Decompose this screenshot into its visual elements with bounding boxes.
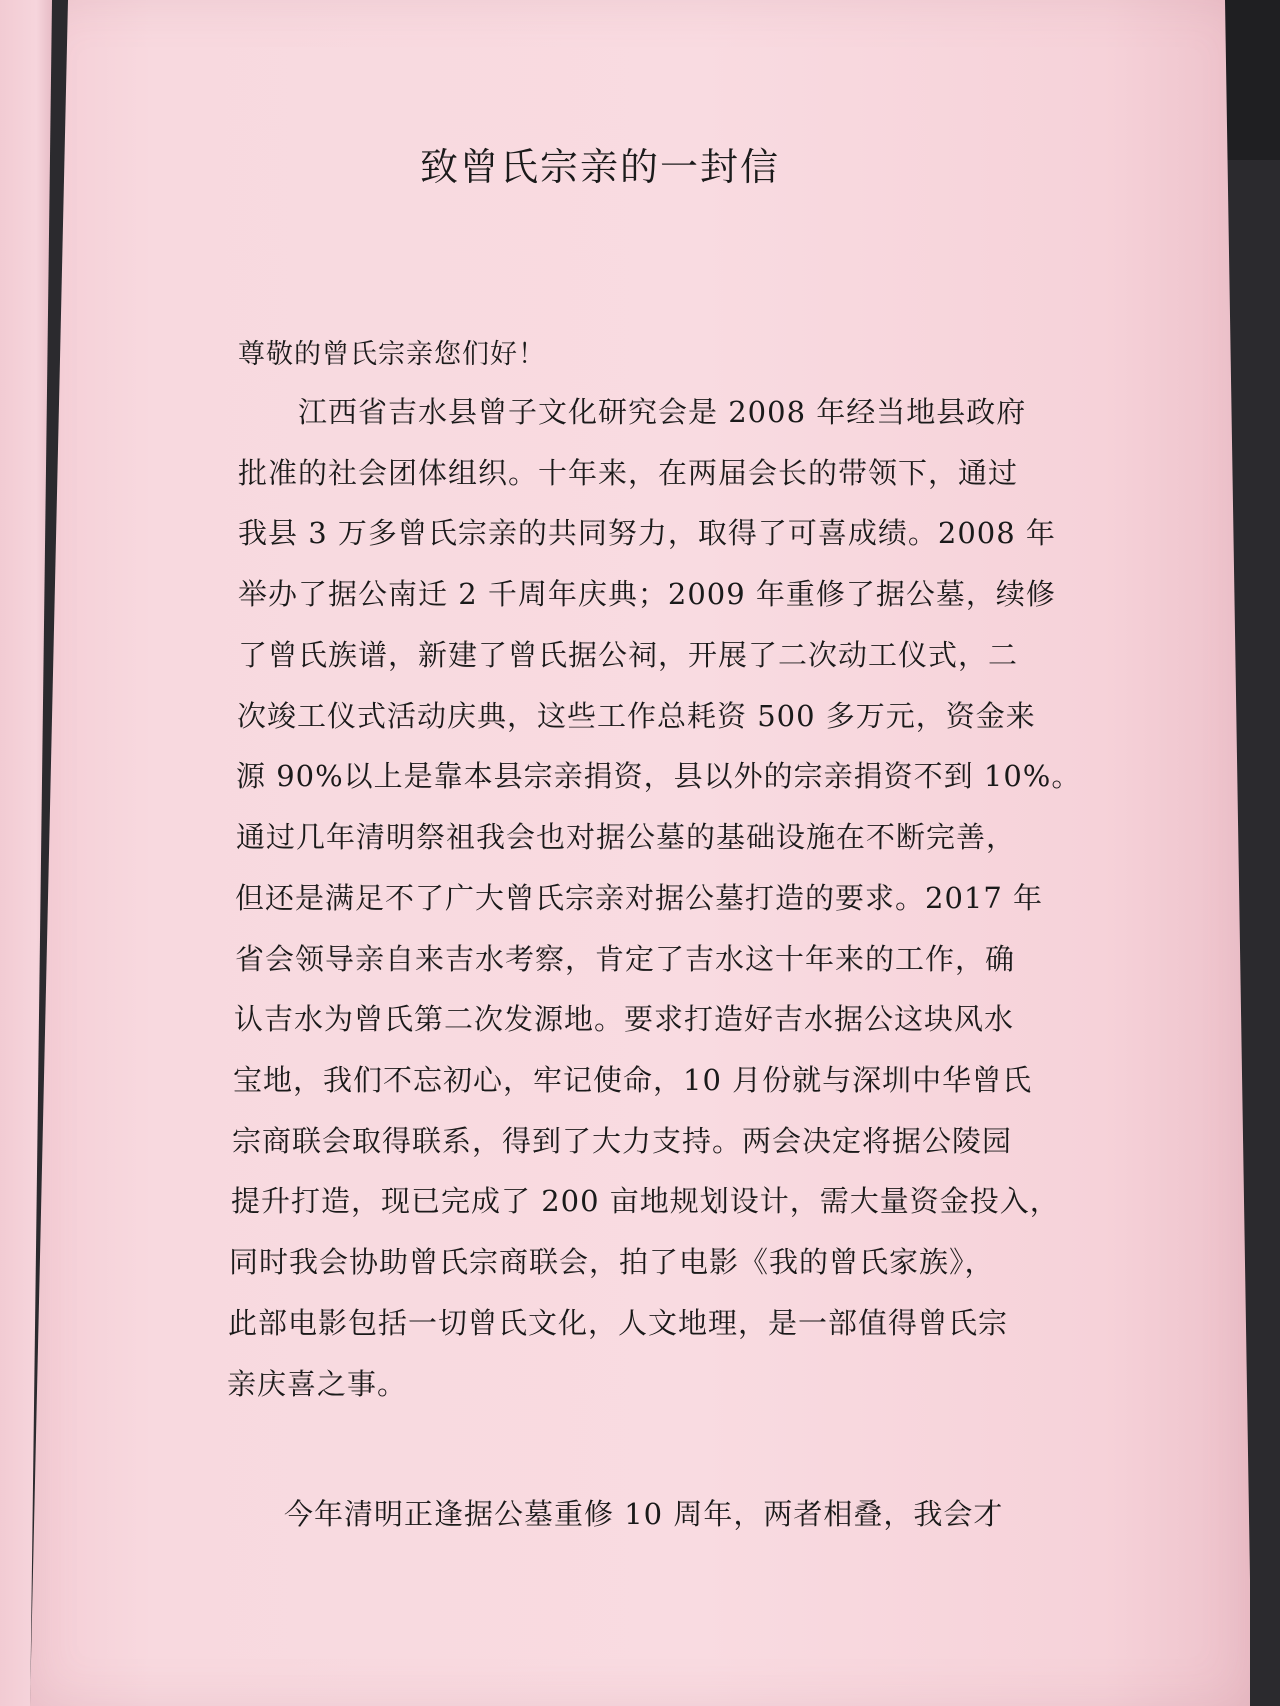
body-line: 了曾氏族谱，新建了曾氏据公祠，开展了二次动工仪式，二 <box>238 638 1019 672</box>
body-line: 提升打造，现已完成了 200 亩地规划设计，需大量资金投入， <box>231 1184 1060 1218</box>
body-line: 今年清明正逢据公墓重修 10 周年，两者相叠，我会才 <box>284 1497 1004 1531</box>
body-line: 亲庆喜之事。 <box>227 1367 408 1401</box>
body-line: 批准的社会团体组织。十年来，在两届会长的带领下，通过 <box>238 456 1019 490</box>
body-line: 但还是满足不了广大曾氏宗亲对据公墓打造的要求。2017 年 <box>235 881 1044 915</box>
body-line: 江西省吉水县曾子文化研究会是 2008 年经当地县政府 <box>298 395 1027 429</box>
body-line: 宗商联会取得联系，得到了大力支持。两会决定将据公陵园 <box>232 1124 1013 1158</box>
body-line: 次竣工仪式活动庆典，这些工作总耗资 500 多万元，资金来 <box>237 699 1036 733</box>
body-line: 认吉水为曾氏第二次发源地。要求打造好吉水据公这块风水 <box>234 1002 1015 1036</box>
body-line: 举办了据公南迁 2 千周年庆典；2009 年重修了据公墓，续修 <box>238 577 1056 611</box>
body-line: 通过几年清明祭祖我会也对据公墓的基础设施在不断完善， <box>236 820 1017 854</box>
body-line: 我县 3 万多曾氏宗亲的共同努力，取得了可喜成绩。2008 年 <box>238 516 1056 550</box>
body-line: 同时我会协助曾氏宗商联会，拍了电影《我的曾氏家族》， <box>229 1245 995 1279</box>
letter-title: 致曾氏宗亲的一封信 <box>420 145 781 189</box>
body-line: 省会领导亲自来吉水考察，肯定了吉水这十年来的工作，确 <box>235 942 1016 976</box>
salutation: 尊敬的曾氏宗亲您们好！ <box>238 339 546 370</box>
body-line: 此部电影包括一切曾氏文化，人文地理，是一部值得曾氏宗 <box>228 1306 1009 1340</box>
body-line: 宝地，我们不忘初心，牢记使命，10 月份就与深圳中华曾氏 <box>233 1063 1033 1097</box>
body-line: 源 90%以上是靠本县宗亲捐资，县以外的宗亲捐资不到 10%。 <box>236 759 1082 793</box>
